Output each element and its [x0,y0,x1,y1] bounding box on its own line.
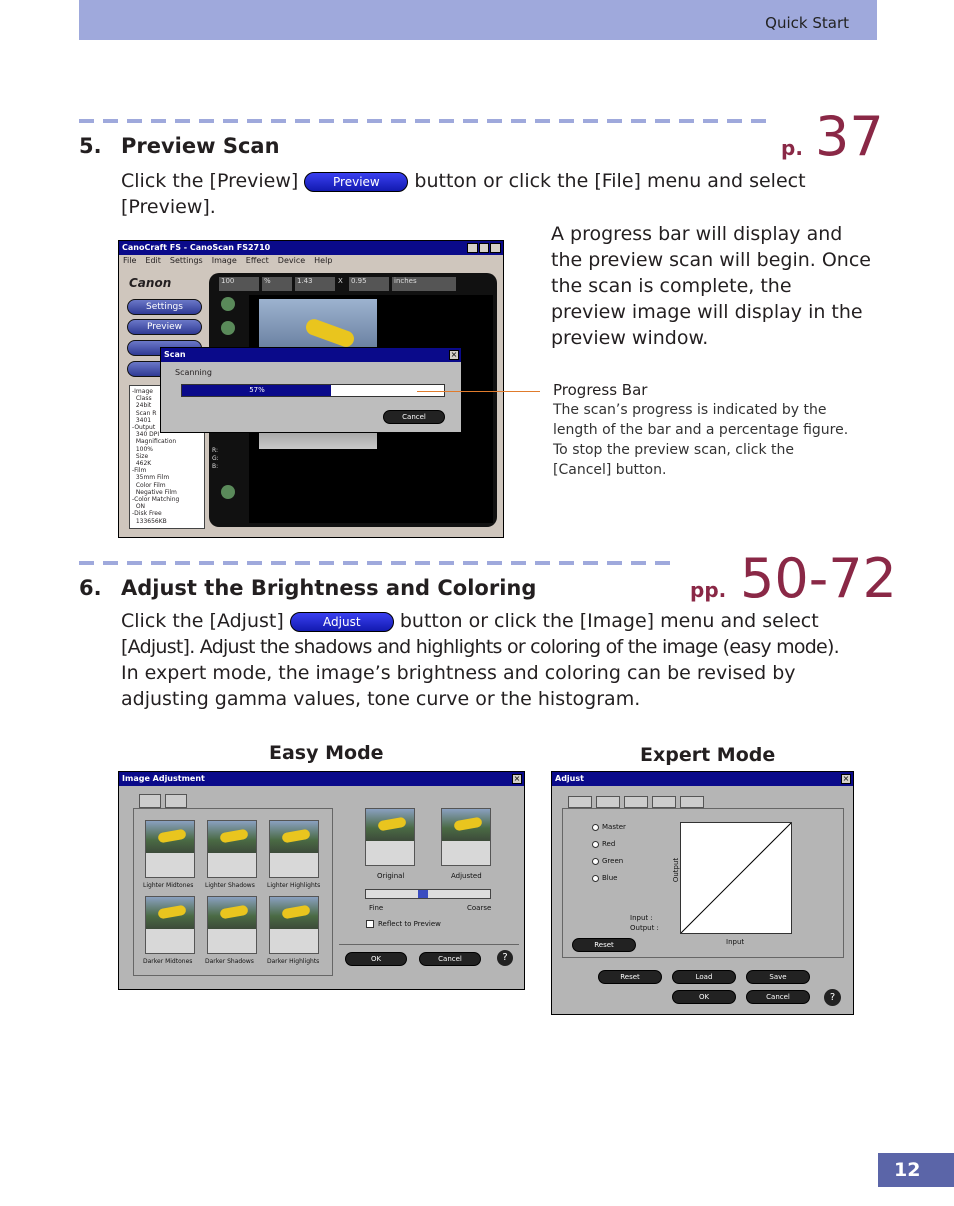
variation-thumbnail[interactable] [269,896,319,954]
adjust-button-illustration[interactable]: Adjust [290,612,394,632]
info-line: -Film [132,467,147,475]
preview-button-illustration[interactable]: Preview [304,172,408,192]
info-line: ON [132,503,146,511]
menu-effect[interactable]: Effect [245,256,269,265]
help-icon[interactable]: ? [497,950,513,966]
adjust-window [551,771,854,1015]
menu-file[interactable]: File [123,256,137,265]
slider-thumb[interactable] [418,890,428,898]
easy-mode-caption: Easy Mode [269,742,384,764]
menu-edit[interactable]: Edit [145,256,161,265]
zoom-out-icon[interactable] [221,321,235,335]
info-line: Magnification [132,438,177,446]
rgb-readout: R: G: B: [212,447,219,470]
scan-dialog-close-icon[interactable]: × [450,350,458,359]
section-divider [79,561,679,565]
output-axis-label: Output [672,857,681,883]
menu-device[interactable]: Device [277,256,306,265]
variation-label: Lighter Shadows [205,882,255,889]
step6-text-before: Click the [Adjust] [121,610,284,632]
expert-save-button[interactable]: Save [746,970,810,984]
x-separator: X [338,277,343,285]
progress-bar [181,384,445,397]
step5-text-before: Click the [Preview] [121,170,299,192]
channel-label: Master [602,823,626,831]
variation-thumbnail[interactable] [207,896,257,954]
fine-label: Fine [369,904,384,912]
easy-ok-button[interactable]: OK [345,952,407,966]
info-line: 100% [132,445,153,453]
step6-number: 6. [79,576,102,600]
menu-settings[interactable]: Settings [169,256,203,265]
info-line: Negative Film [132,488,177,496]
expert-load-button[interactable]: Load [672,970,736,984]
image-adjustment-close-icon[interactable]: × [513,774,521,783]
canocraft-window [118,240,504,538]
variation-label: Darker Highlights [267,958,320,965]
step5-number: 5. [79,134,102,158]
settings-button[interactable]: Settings [127,299,202,315]
tone-curve-graph[interactable] [680,822,792,934]
info-line: 3401 [132,416,152,424]
gamma-tab-icon[interactable] [680,796,704,808]
info-line: -Color Matching [132,496,180,504]
fine-coarse-slider[interactable] [365,889,491,899]
help-icon[interactable]: ? [824,989,841,1006]
step5-text-after: button or click the [File] menu and select [Preview]. [121,170,806,218]
channel-radio-master[interactable] [592,824,599,831]
variation-thumbnail[interactable] [269,820,319,878]
info-line: 462K [132,460,152,468]
callout-title: Progress Bar [553,381,648,399]
canocraft-titlebar: CanoCraft FS - CanoScan FS2710 [119,241,503,255]
variation-thumbnail[interactable] [145,820,195,878]
toolbar-fields [219,277,489,291]
callout-text: The scan’s progress is indicated by the length of the bar and a percentage figure. To stop the preview scan, click the [Cancel] button. [553,402,849,478]
step5-description: A progress bar will display and the preview scan will begin. Once the scan is complete, the preview image will display in the preview window. [551,223,871,349]
color-balance-tab-icon[interactable] [624,796,648,808]
info-line: -Image [132,388,153,395]
info-line: -Output [132,424,156,432]
adjusted-thumbnail [441,808,491,866]
step6-line1-after: button or click the [Image] menu and select [399,610,819,632]
expert-reset-button[interactable]: Reset [598,970,662,984]
channel-radio-red[interactable] [592,841,599,848]
zoom-field[interactable]: 100 [219,277,259,291]
step6-page-prefix: pp. [690,578,727,602]
units-field[interactable]: inches [392,277,456,291]
info-line: Scan R [132,409,157,417]
expert-cancel-button[interactable]: Cancel [746,990,810,1004]
menu-help[interactable]: Help [314,256,333,265]
histogram-tab-icon[interactable] [568,796,592,808]
adjusted-label: Adjusted [451,872,482,880]
info-line: 133656KB [132,517,167,525]
callout-line [417,391,540,392]
curve-reset-button[interactable]: Reset [572,938,636,952]
window-controls [467,243,501,253]
section-divider [79,119,773,123]
info-line: Color Film [132,481,166,489]
page-number: 12 [878,1153,954,1187]
variation-label: Darker Shadows [205,958,254,965]
step6-line3: In expert mode, the image’s brightness and coloring can be revised by [121,662,796,684]
expert-mode-caption: Expert Mode [640,744,776,766]
step6-line2: [Adjust]. Adjust the shadows and highlights or coloring of the image (easy mode). [121,636,839,658]
channel-label: Blue [602,874,618,882]
variation-thumbnail[interactable] [207,820,257,878]
info-line: 340 DPI [132,431,160,439]
progress-percent: 57% [249,386,265,394]
scan-cancel-button[interactable]: Cancel [383,410,445,424]
step5-title: Preview Scan [121,134,280,158]
variation-thumbnail[interactable] [145,896,195,954]
scan-dialog-titlebar: Scan [161,348,461,362]
info-line: 35mm Film [132,474,170,482]
minimize-icon[interactable] [467,243,478,253]
eyedropper-icon[interactable] [221,485,235,499]
step6-title: Adjust the Brightness and Coloring [121,576,537,600]
scan-dialog [160,347,462,433]
adjust-titlebar: Adjust [552,772,853,786]
brightness-tab-icon[interactable] [596,796,620,808]
variation-label: Darker Midtones [143,958,193,965]
step6-line4: adjusting gamma values, tone curve or the histogram. [121,688,641,710]
expert-tabs [568,796,704,808]
adjust-close-icon[interactable]: × [842,774,850,783]
info-line: 24bit [132,402,152,410]
step6-line1 [121,608,881,634]
original-label: Original [377,872,405,880]
input-axis-label: Input [726,938,745,946]
image-adjustment-window [118,771,525,990]
menu-bar [123,256,332,265]
scan-status: Scanning [175,368,212,377]
tone-curve-line [681,823,791,933]
coarse-label: Coarse [467,904,492,912]
reflect-checkbox[interactable] [366,920,374,928]
step6-page-number: 50-72 [740,547,897,610]
output-value-label: Output : [630,924,659,932]
color-tab-icon[interactable] [139,794,161,808]
original-thumbnail [365,808,415,866]
menu-image[interactable]: Image [211,256,237,265]
header-bar [79,0,877,40]
brightness-tab-icon[interactable] [165,794,187,808]
canon-logo: Canon [129,276,172,290]
channel-radio-green[interactable] [592,858,599,865]
step5-page-number: 37 [815,105,884,168]
channel-label: Green [602,857,624,865]
width-field[interactable]: 1.43 [295,277,335,291]
easy-cancel-button[interactable]: Cancel [419,952,481,966]
channel-label: Red [602,840,616,848]
variation-label: Lighter Highlights [267,882,321,889]
reflect-label: Reflect to Preview [378,920,441,928]
height-field[interactable]: 0.95 [349,277,389,291]
preview-button[interactable]: Preview [127,319,202,335]
info-line: Class [132,395,152,403]
image-adjustment-titlebar: Image Adjustment [119,772,524,786]
maximize-icon[interactable] [479,243,490,253]
step5-instruction [121,168,841,220]
zoom-in-icon[interactable] [221,297,235,311]
expert-ok-button[interactable]: OK [672,990,736,1004]
info-line: Size [132,452,149,460]
close-icon[interactable] [490,243,501,253]
variation-label: Lighter Midtones [143,882,194,889]
info-line: -Disk Free [132,510,162,518]
divider [339,944,519,945]
percent-unit[interactable]: % [262,277,292,291]
header-section-label: Quick Start [765,14,849,32]
step5-page-prefix: p. [781,136,803,160]
channel-radio-blue[interactable] [592,875,599,882]
tone-curve-tab-icon[interactable] [652,796,676,808]
input-value-label: Input : [630,914,653,922]
